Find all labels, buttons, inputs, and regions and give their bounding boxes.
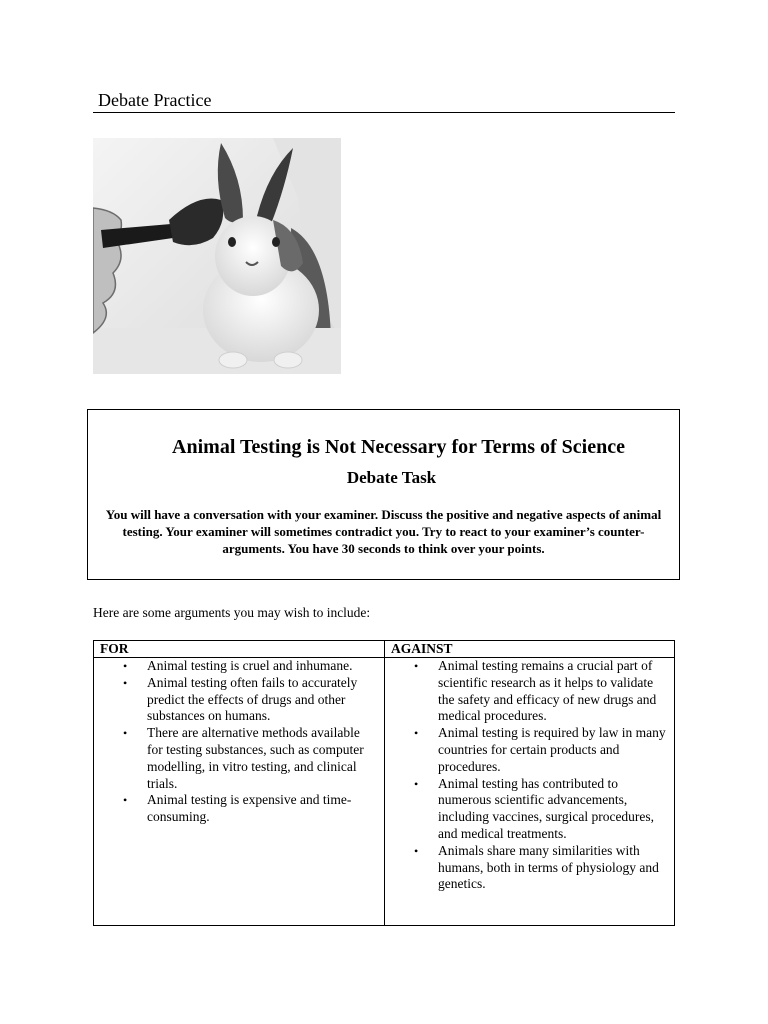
against-item (385, 658, 674, 725)
for-item (94, 658, 384, 675)
for-item (94, 675, 384, 725)
bullet-icon: • (123, 793, 128, 808)
against-header: AGAINST (385, 641, 674, 658)
bullet-icon: • (123, 659, 128, 673)
for-item-text: Animal testing often fails to accurately predict the effects of drugs and other substances on humans. (147, 674, 358, 724)
for-header: FOR (94, 641, 384, 658)
arguments-table (93, 640, 675, 926)
arguments-intro: Here are some arguments you may wish to include: (93, 605, 371, 620)
bullet-icon: • (414, 843, 419, 858)
page-header (93, 89, 675, 113)
bullet-icon: • (414, 726, 419, 741)
against-item-text: Animals share many similarities with humans, both in terms of physiology and genetics. (438, 842, 659, 892)
against-item (385, 776, 674, 843)
bullet-icon: • (414, 776, 419, 791)
for-item-text: Animal testing is expensive and time-consuming. (147, 792, 352, 825)
task-title: Animal Testing is Not Necessary for Terms of Science (172, 436, 625, 458)
rabbit-photo (93, 138, 341, 374)
for-column (94, 641, 385, 925)
bullet-icon: • (123, 675, 128, 690)
for-item (94, 792, 384, 826)
debate-task-box (87, 409, 680, 580)
for-item-text: Animal testing is cruel and inhumane. (147, 658, 353, 673)
task-subtitle: Debate Task (346, 468, 437, 487)
against-item-text: Animal testing is required by law in many countries for certain products and procedures. (438, 725, 666, 774)
against-item-text: Animal testing remains a crucial part of scientific research as it helps to validate the safety and efficacy of new drugs and medical procedures. (438, 658, 657, 724)
for-item-text: There are alternative methods available for testing substances, such as computer modelling, in vitro testing, and clinical trials. (147, 725, 364, 791)
against-column (385, 641, 674, 925)
bullet-icon: • (123, 726, 128, 741)
header-title: Debate Practice (98, 90, 212, 110)
against-item (385, 725, 674, 775)
against-item-text: Animal testing has contributed to numerous scientific advancements, including vaccines, surgical procedures, and medical treatments. (438, 775, 655, 841)
for-item (94, 725, 384, 792)
task-description: You will have a conversation with your examiner. Discuss the positive and negative aspects of animal testing. Your examiner will sometimes contradict you. Try to react to your examiner’s counter-arguments. You have 30 seconds to think over your points. (105, 507, 662, 556)
bullet-icon: • (414, 659, 419, 673)
against-item (385, 843, 674, 893)
